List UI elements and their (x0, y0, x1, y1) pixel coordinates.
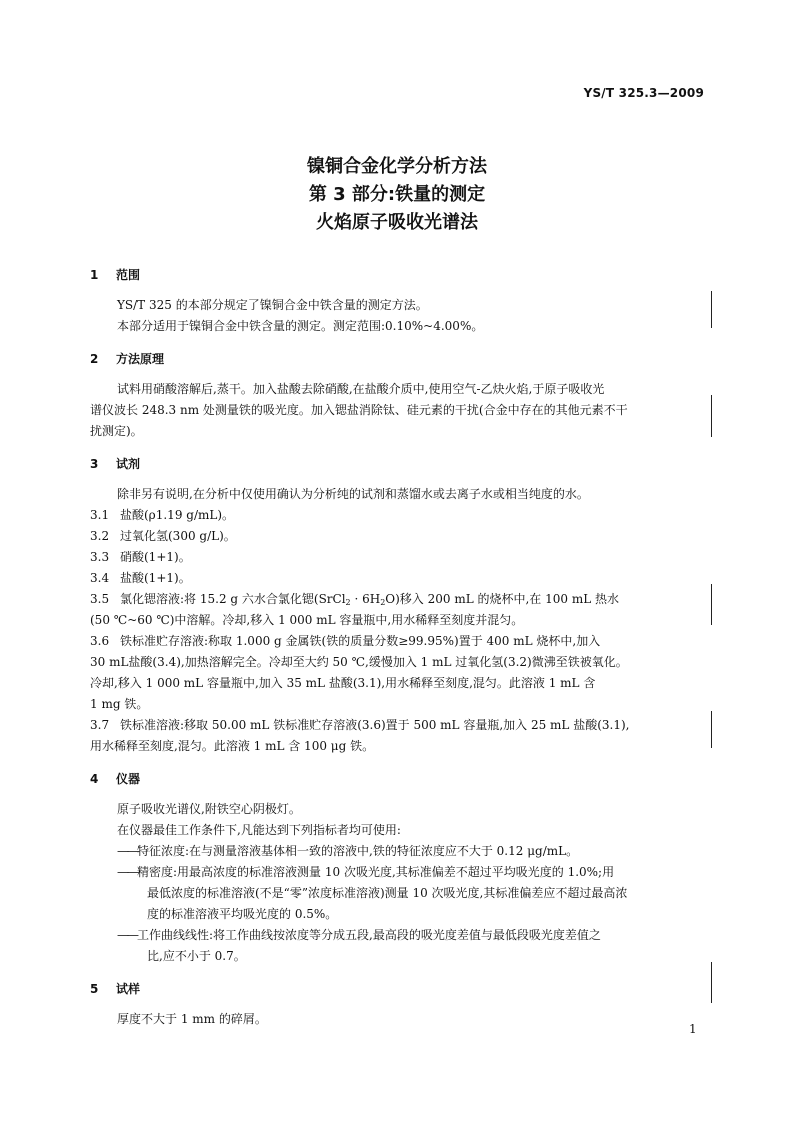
revision-bar (711, 711, 712, 748)
section-number: 1 (90, 268, 99, 282)
item-text: 硝酸(1+1)。 (120, 550, 191, 564)
standard-code: YS/T 325.3—2009 (583, 86, 704, 100)
paragraph: 扰测定)。 (90, 424, 143, 438)
section-2-heading (90, 350, 164, 367)
list-item (90, 547, 191, 568)
paragraph: 冷却,移入 1 000 mL 容量瓶中,加入 35 mL 盐酸(3.1),用水稀释至刻度,混匀。此溶液 1 mL 含 (90, 676, 596, 690)
item-text: 盐酸(ρ1.19 g/mL)。 (120, 508, 235, 522)
item-text: 过氧化氢(300 g/L)。 (120, 529, 236, 543)
paragraph: 度的标准溶液平均吸光度的 0.5%。 (147, 907, 338, 921)
paragraph: 谱仪波长 248.3 nm 处测量铁的吸光度。加入锶盐消除钛、硅元素的干扰(合金中存在的其他元素不干 (90, 403, 628, 417)
paragraph: 厚度不大于 1 mm 的碎屑。 (117, 1012, 267, 1026)
item-text: O)移入 200 mL 的烧杯中,在 100 mL 热水 (385, 592, 620, 606)
item-number: 3.6 (90, 634, 110, 648)
section-5-heading (90, 980, 140, 997)
item-text: 盐酸(1+1)。 (120, 571, 191, 585)
item-text: 工作曲线线性:将工作曲线按浓度等分成五段,最高段的吸光度差值与最低段吸光度差值之 (137, 928, 601, 942)
list-item (90, 526, 236, 547)
paragraph: 本部分适用于镍铜合金中铁含量的测定。测定范围:0.10%~4.00%。 (117, 319, 484, 333)
section-4-heading (90, 770, 140, 787)
section-number: 5 (90, 982, 99, 996)
revision-bar (711, 584, 712, 625)
section-number: 3 (90, 457, 99, 471)
item-number: 3.2 (90, 529, 110, 543)
item-number: 3.4 (90, 571, 110, 585)
subscript: 2 (380, 598, 386, 607)
doc-title-line2: 第 3 部分:铁量的测定 (308, 184, 486, 205)
section-number: 2 (90, 352, 99, 366)
item-text: 铁标准溶液:移取 50.00 mL 铁标准贮存溶液(3.6)置于 500 mL 容量瓶,加入 25 mL 盐酸(3.1), (120, 718, 630, 732)
section-1-heading (90, 266, 140, 283)
item-text: 铁标准贮存溶液:称取 1.000 g 金属铁(铁的质量分数≥99.95%)置于 400 mL 烧杯中,加入 (120, 634, 601, 648)
section-title: 范围 (116, 268, 141, 282)
item-number: 3.1 (90, 508, 110, 522)
dash-item (117, 862, 614, 883)
section-title: 方法原理 (116, 352, 165, 366)
em-dash: —— (117, 865, 137, 879)
paragraph: 比,应不小于 0.7。 (147, 949, 246, 963)
section-3-heading (90, 455, 140, 472)
item-number: 3.7 (90, 718, 110, 732)
paragraph: 原子吸收光谱仪,附铁空心阴极灯。 (117, 802, 301, 816)
item-text: 氯化锶溶液:将 15.2 g 六水合氯化锶(SrCl (120, 592, 346, 606)
paragraph: 1 mg 铁。 (90, 697, 149, 711)
paragraph: 在仪器最佳工作条件下,凡能达到下列指标者均可使用: (117, 823, 401, 837)
item-text: · 6H (350, 592, 381, 606)
page-number: 1 (689, 1022, 697, 1036)
list-item (90, 568, 191, 589)
item-text: 特征浓度:在与测量溶液基体相一致的溶液中,铁的特征浓度应不大于 0.12 μg/mL。 (137, 844, 579, 858)
revision-bar (711, 395, 712, 437)
doc-title-line1: 镍铜合金化学分析方法 (307, 156, 487, 177)
revision-bar (711, 962, 712, 1003)
em-dash: —— (117, 928, 137, 942)
paragraph: 30 mL盐酸(3.4),加热溶解完全。冷却至大约 50 ℃,缓慢加入 1 mL 过氧化氢(3.2)微沸至铁被氧化。 (90, 655, 628, 669)
doc-title-line3: 火焰原子吸收光谱法 (316, 212, 478, 233)
paragraph: 用水稀释至刻度,混匀。此溶液 1 mL 含 100 μg 铁。 (90, 739, 375, 753)
revision-bar (711, 291, 712, 328)
em-dash: —— (117, 844, 137, 858)
item-number: 3.5 (90, 592, 110, 606)
item-text: 精密度:用最高浓度的标准溶液测量 10 次吸光度,其标准偏差不超过平均吸光度的 1.0%;用 (137, 865, 615, 879)
section-number: 4 (90, 772, 99, 786)
section-title: 仪器 (116, 772, 141, 786)
dash-item (117, 841, 578, 862)
list-item (90, 715, 629, 736)
paragraph: 最低浓度的标准溶液(不是“零”浓度标准溶液)测量 10 次吸光度,其标准偏差应不超过最高浓 (147, 886, 628, 900)
item-number: 3.3 (90, 550, 110, 564)
dash-item (117, 925, 601, 946)
paragraph: 除非另有说明,在分析中仅使用确认为分析纯的试剂和蒸馏水或去离子水或相当纯度的水。 (117, 487, 589, 501)
subscript: 2 (345, 598, 351, 607)
paragraph: YS/T 325 的本部分规定了镍铜合金中铁含量的测定方法。 (117, 298, 428, 312)
section-title: 试样 (116, 982, 141, 996)
section-title: 试剂 (116, 457, 141, 471)
paragraph: 试料用硝酸溶解后,蒸干。加入盐酸去除硝酸,在盐酸介质中,使用空气-乙炔火焰,于原子吸收光 (117, 382, 605, 396)
list-item (90, 505, 234, 526)
paragraph: (50 ℃~60 ℃)中溶解。冷却,移入 1 000 mL 容量瓶中,用水稀释至刻度并混匀。 (90, 613, 524, 627)
list-item (90, 631, 600, 652)
